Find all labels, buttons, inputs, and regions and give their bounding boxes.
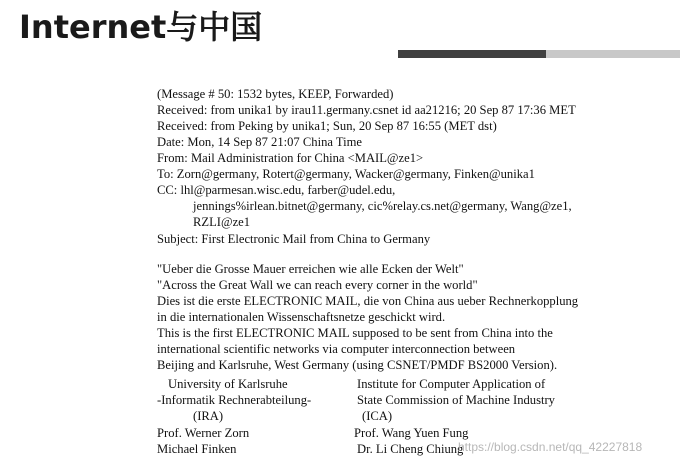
signature-left-line: University of Karlsruhe	[168, 377, 288, 391]
signature-right-line: State Commission of Machine Industry	[357, 393, 555, 407]
signature-left-line: Prof. Werner Zorn	[157, 426, 250, 440]
signature-left-line: (IRA)	[193, 409, 224, 423]
email-body-line: Beijing and Karlsruhe, West Germany (using CSNET/PMDF BS2000 Version).	[157, 358, 558, 372]
watermark-url: https://blog.csdn.net/qq_42227818	[458, 440, 643, 454]
signature-left-line: -Informatik Rechnerabteilung-	[157, 393, 312, 407]
email-message-info: (Message # 50: 1532 bytes, KEEP, Forwarded)	[157, 87, 394, 101]
email-body-line: in die internationalen Wissenschaftsnetze geschickt wird.	[157, 310, 446, 324]
email-cc-continued: jennings%irlean.bitnet@germany, cic%relay.cs.net@germany, Wang@ze1,	[193, 199, 572, 213]
signature-right-line: Prof. Wang Yuen Fung	[354, 426, 469, 440]
email-subject: Subject: First Electronic Mail from China to Germany	[157, 232, 431, 246]
email-from: From: Mail Administration for China <MAIL@ze1>	[157, 151, 424, 165]
email-cc: CC: lhl@parmesan.wisc.edu, farber@udel.edu,	[157, 183, 396, 197]
slide-title: Internet与中国	[19, 8, 263, 46]
signature-right-line: Dr. Li Cheng Chiung	[357, 442, 464, 456]
signature-right-line: (ICA)	[362, 409, 393, 423]
email-body-line: "Across the Great Wall we can reach every corner in the world"	[157, 278, 478, 292]
signature-right-line: Institute for Computer Application of	[357, 377, 546, 391]
email-cc-continued: RZLI@ze1	[193, 215, 251, 229]
signature-left-line: Michael Finken	[157, 442, 237, 456]
email-to: To: Zorn@germany, Rotert@germany, Wacker@germany, Finken@unika1	[157, 167, 535, 181]
email-body-line: This is the first ELECTRONIC MAIL supposed to be sent from China into the	[157, 326, 553, 340]
email-received-line: Received: from Peking by unika1; Sun, 20 Sep 87 16:55 (MET dst)	[157, 119, 497, 133]
email-received-line: Received: from unika1 by irau11.germany.csnet id aa21216; 20 Sep 87 17:36 MET	[157, 103, 576, 117]
email-date: Date: Mon, 14 Sep 87 21:07 China Time	[157, 135, 363, 149]
email-body-line: international scientific networks via computer interconnection between	[157, 342, 516, 356]
email-body-line: "Ueber die Grosse Mauer erreichen wie alle Ecken der Welt"	[157, 262, 464, 276]
email-body-line: Dies ist die erste ELECTRONIC MAIL, die von China aus ueber Rechnerkopplung	[157, 294, 579, 308]
